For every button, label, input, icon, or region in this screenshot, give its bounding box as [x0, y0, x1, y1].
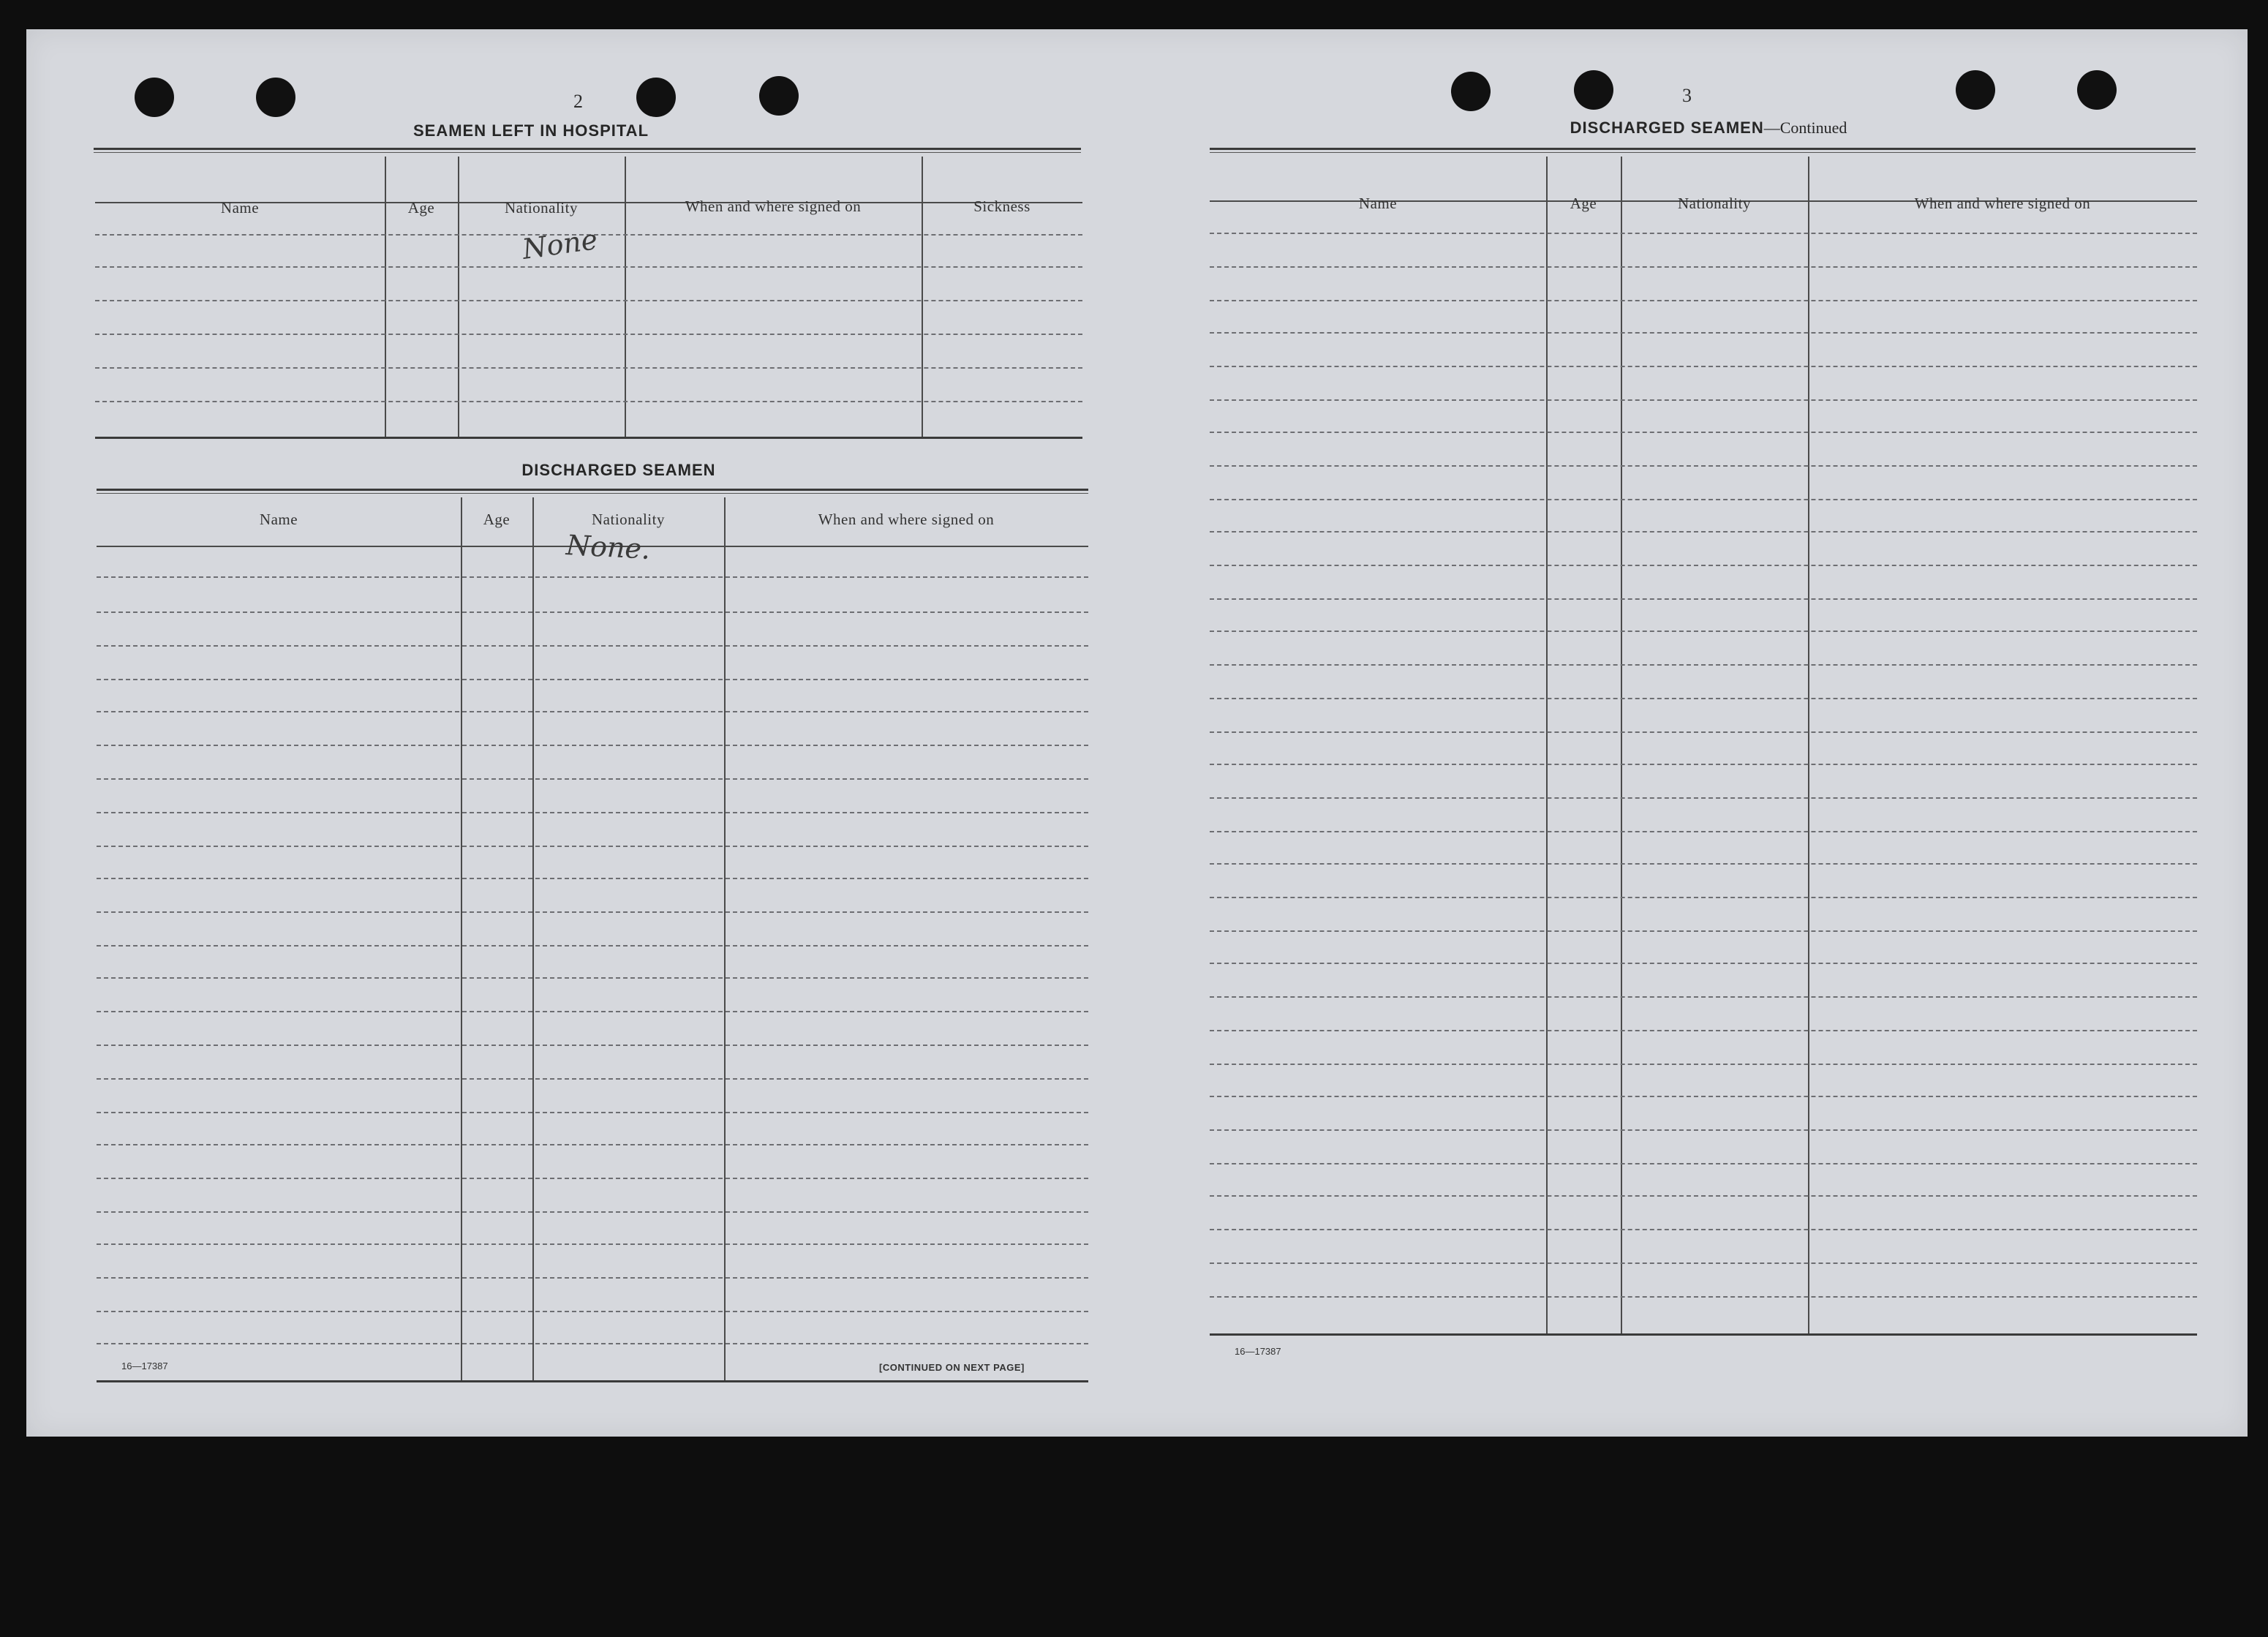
- discharged-section-title: DISCHARGED SEAMEN: [521, 461, 716, 479]
- punch-hole: [1451, 72, 1491, 111]
- hospital-col-sickness: Sickness: [973, 197, 1031, 215]
- hospital-top-rule: [94, 148, 1081, 150]
- hospital-col-age: Age: [407, 199, 435, 217]
- discharged-left-col-name: Name: [259, 511, 298, 528]
- discharged-continued-title: [1482, 118, 1935, 138]
- discharged-continued-title-suffix: —Continued: [1763, 118, 1847, 137]
- page-number-right: 3: [1682, 85, 1692, 106]
- hospital-col-name: Name: [220, 199, 260, 217]
- page-number-left: 2: [573, 91, 583, 112]
- discharged-table-right: [1210, 157, 2197, 1336]
- form-number-right: 16—17387: [1235, 1346, 1281, 1357]
- discharged-left-col-nationality: Nationality: [592, 511, 665, 528]
- continued-note: [CONTINUED ON NEXT PAGE]: [879, 1362, 1025, 1373]
- punch-hole: [1956, 70, 1995, 110]
- discharged-top-rule: [97, 489, 1088, 491]
- punch-hole: [759, 76, 799, 116]
- discharged-right-col-name: Name: [1358, 195, 1398, 212]
- discharged-left-col-age: Age: [483, 511, 511, 528]
- discharged-right-col-nationality: Nationality: [1678, 195, 1751, 212]
- hospital-section-title: SEAMEN LEFT IN HOSPITAL: [412, 121, 649, 140]
- discharged-handwritten-entry: None.: [565, 529, 652, 565]
- punch-hole: [636, 78, 676, 117]
- punch-hole: [256, 78, 295, 117]
- hospital-col-nationality: Nationality: [505, 199, 578, 217]
- hospital-handwritten-entry: None: [520, 223, 600, 266]
- discharged-continued-title-main: DISCHARGED SEAMEN: [1570, 118, 1764, 137]
- hospital-col-signed-on: When and where signed on: [685, 197, 862, 215]
- right-top-rule: [1210, 148, 2196, 150]
- document-sheet: [26, 29, 2248, 1437]
- discharged-left-col-signed-on: When and where signed on: [818, 511, 995, 528]
- discharged-right-col-age: Age: [1570, 195, 1597, 212]
- hospital-table: [95, 157, 1082, 439]
- punch-hole: [1574, 70, 1613, 110]
- form-number-left: 16—17387: [121, 1361, 168, 1371]
- punch-hole: [135, 78, 174, 117]
- punch-hole: [2077, 70, 2117, 110]
- discharged-table-left: [97, 497, 1088, 1382]
- discharged-right-col-signed-on: When and where signed on: [1914, 195, 2091, 212]
